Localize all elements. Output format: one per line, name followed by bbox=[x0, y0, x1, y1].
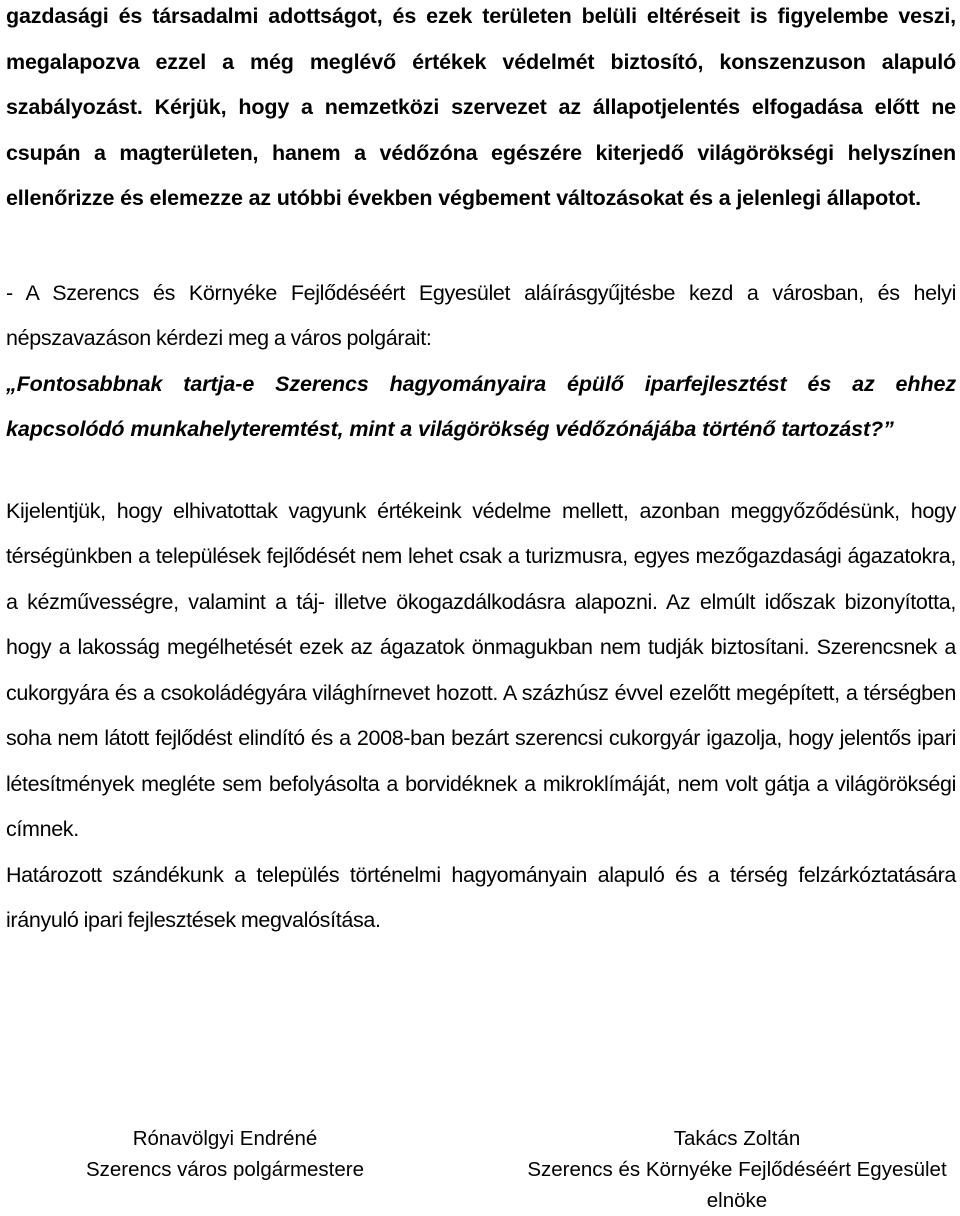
paragraph-intent: Határozott szándékunk a település történelmi hagyományain alapuló és a térség felzárkóztatására irányuló ipari fejlesztések megvalósítása. bbox=[6, 862, 956, 932]
signature-left bbox=[55, 1123, 395, 1185]
signatory-title-line2: elnöke bbox=[706, 1189, 768, 1212]
signature-block bbox=[0, 1123, 960, 1210]
signature-right bbox=[512, 1123, 960, 1216]
document-body bbox=[6, 0, 956, 944]
paragraph-petition: - A Szerencs és Környéke Fejlődéséért Egyesület aláírásgyűjtésbe kezd a városban, és helyi népszavazáson kérdezi meg a város polgárait: bbox=[6, 280, 956, 350]
signatory-name: Takács Zoltán bbox=[673, 1127, 801, 1150]
paragraph-intro: gazdasági és társadalmi adottságot, és ezek területen belüli eltéréseit is figyelembe veszi, megalapozva ezzel a még meglévő értékek védelmét biztosító, konszenzuson alapuló szabályozást. Kérjük, hogy a nemzetközi szervezet az állapotjelentés elfogadása előtt ne csupán a magterületen, hanem a védőzóna egészére kiterjedő világörökségi helyszínen ellenőrizze és elemezze az utóbbi években végbement változásokat és a jelenlegi állapotot. bbox=[6, 4, 956, 210]
signatory-title: Szerencs város polgármestere bbox=[85, 1158, 364, 1181]
signatory-title: Szerencs és Környéke Fejlődéséért Egyesület bbox=[527, 1158, 947, 1181]
paragraph-declaration: Kijelentjük, hogy elhivatottak vagyunk értékeink védelme mellett, azonban meggyőződésünk, hogy térségünkben a települések fejlődését nem lehet csak a turizmusra, egyes mezőgazdasági ágazatokra, a kézművességre, valamint a táj- illetve ökogazdálkodásra alapozni. Az elmúlt időszak bizonyította, hogy a lakosság megélhetését ezek az ágazatok önmagukban nem tudják biztosítani. Szerencsnek a cukorgyára és a csokoládégyára világhírnevet hozott. A százhúsz évvel ezelőtt megépített, a térségben soha nem látott fejlődést elindító és a 2008-ban bezárt szerencsi cukorgyár igazolja, hogy jelentős ipari létesítmények megléte sem befolyásolta a borvidéknek a mikroklímáját, nem volt gátja a világörökségi címnek. bbox=[6, 498, 956, 841]
paragraph-referendum-question: „Fontosabbnak tartja-e Szerencs hagyományaira épülő iparfejlesztést és az ehhez kapcsolódó munkahelyteremtést, mint a világörökség védőzónájába történő tartozást?” bbox=[6, 371, 956, 441]
signatory-name: Rónavölgyi Endréné bbox=[132, 1127, 318, 1150]
